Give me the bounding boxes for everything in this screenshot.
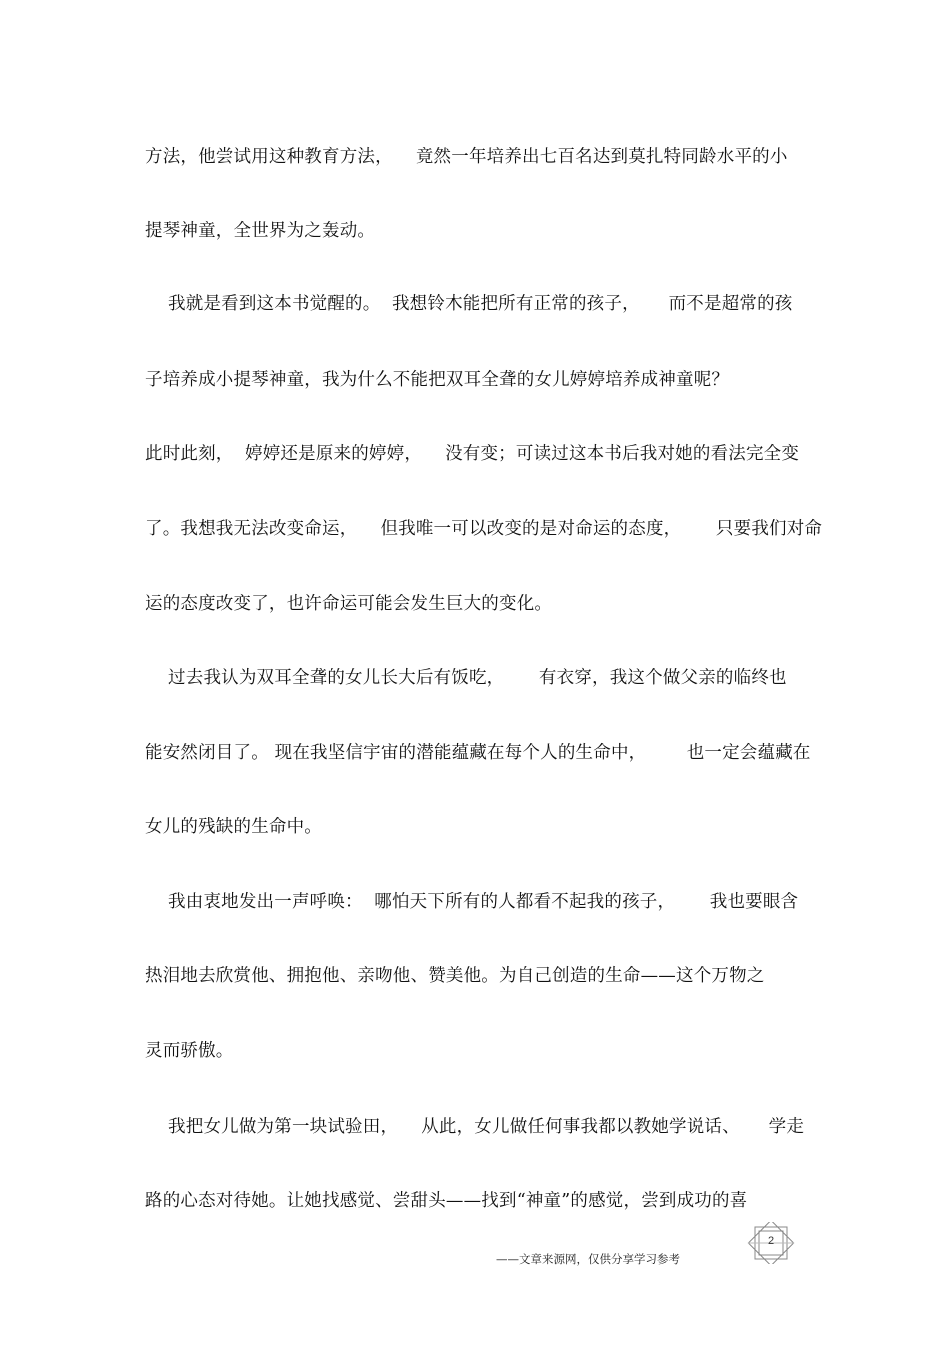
page-number-badge [746, 1222, 796, 1264]
text-line-14: 我把女儿做为第一块试验田， 从此，女儿做任何事我都以教她学说话、 学走 [145, 1117, 805, 1137]
text-line-6: 了。我想我无法改变命运， 但我唯一可以改变的是对命运的态度， 只要我们对命 [145, 519, 823, 539]
text-line-7: 运的态度改变了，也许命运可能会发生巨大的变化。 [145, 594, 553, 614]
text-line-10: 女儿的残缺的生命中。 [145, 817, 322, 837]
text-line-1: 方法，他尝试用这种教育方法， 竟然一年培养出七百名达到莫扎特同龄水平的小 [145, 147, 788, 167]
text-line-13: 灵而骄傲。 [145, 1041, 234, 1061]
text-line-12: 热泪地去欣赏他、拥抱他、亲吻他、赞美他。为自己创造的生命——这个万物之 [145, 966, 765, 986]
source-note: ——文章来源网，仅供分享学习参考 [496, 1252, 680, 1266]
text-line-9: 能安然闭目了。 现在我坚信宇宙的潜能蕴藏在每个人的生命中， 也一定会蕴藏在 [145, 743, 811, 763]
page-number: 2 [767, 1235, 775, 1247]
text-line-2: 提琴神童，全世界为之轰动。 [145, 221, 376, 241]
text-line-11: 我由衷地发出一声呼唤： 哪怕天下所有的人都看不起我的孩子， 我也要眼含 [145, 892, 799, 912]
text-line-8: 过去我认为双耳全聋的女儿长大后有饭吃， 有衣穿，我这个做父亲的临终也 [145, 668, 787, 688]
text-line-3: 我就是看到这本书觉醒的。 我想铃木能把所有正常的孩子， 而不是超常的孩 [145, 294, 793, 314]
text-line-5: 此时此刻， 婷婷还是原来的婷婷， 没有变；可读过这本书后我对她的看法完全变 [145, 444, 800, 464]
text-line-4: 子培养成小提琴神童，我为什么不能把双耳全聋的女儿婷婷培养成神童呢？ [145, 370, 730, 390]
text-line-15: 路的心态对待她。让她找感觉、尝甜头——找到“神童”的感觉，尝到成功的喜 [145, 1191, 748, 1211]
